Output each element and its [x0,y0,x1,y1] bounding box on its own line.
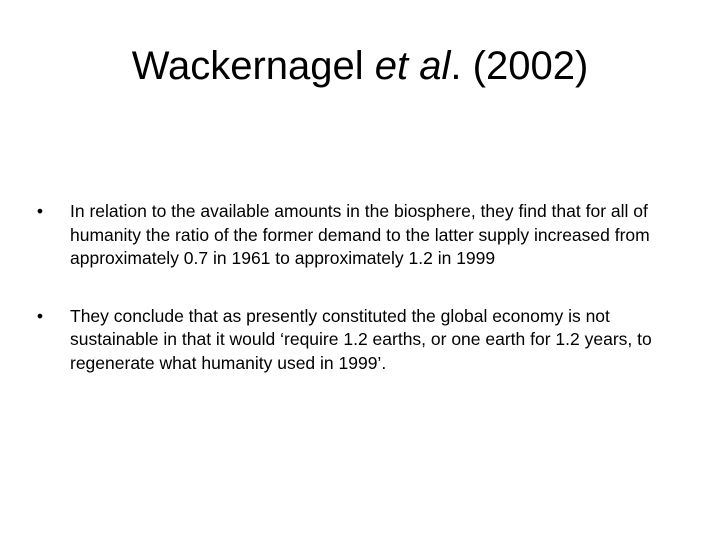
slide-title [0,40,720,92]
bullet-list [30,200,680,409]
bullet-item-ratio [30,200,680,271]
bullet-dot-icon: • [36,305,44,326]
title-text-year: . (2002) [450,44,589,88]
bullet-item-conclusion [30,305,680,376]
bullet-text: They conclude that as presently constituted the global economy is not sustainable in that it would ‘require 1.2 earths, or one earth for 1.2 years, to regenerate what humanity used in 1999’. [70,305,652,373]
title-text-main: Wackernagel [131,44,375,88]
bullet-dot-icon: • [36,201,44,221]
bullet-text: In relation to the available amounts in the biosphere, they find that for all of humanity the ratio of the former demand to the latter supply increased from approximately 0.7 in 1961 to approximately 1.2 in 1999 [70,201,650,268]
title-text-italic: et al [374,44,451,88]
